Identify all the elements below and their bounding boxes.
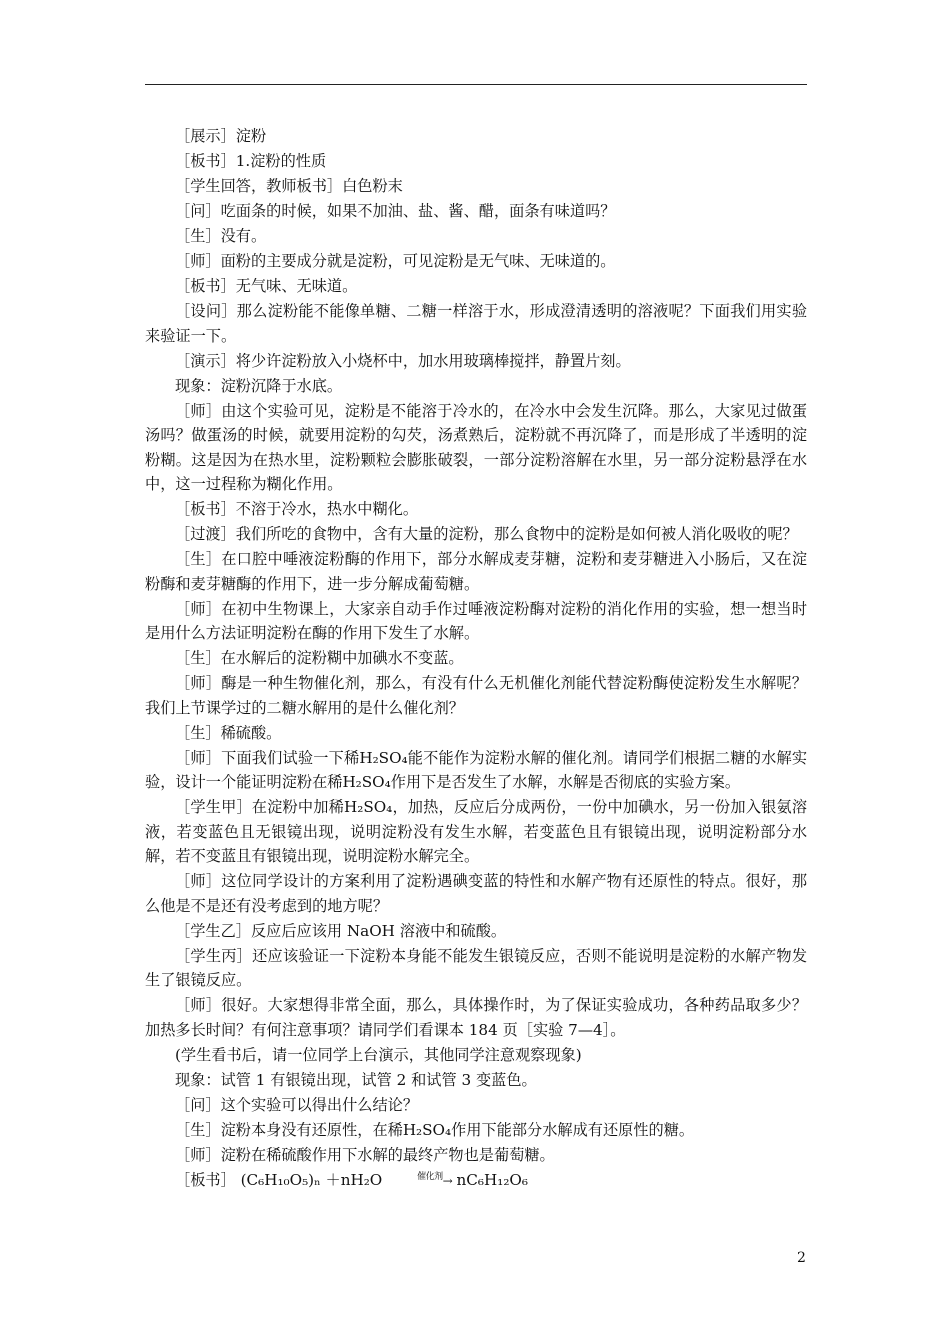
reaction-arrow <box>387 1169 452 1196</box>
paragraph: ［师］在初中生物课上，大家亲自动手作过唾液淀粉酶对淀粉的消化作用的实验，想一想当时是用什么方法证明淀粉在酶的作用下发生了水解。 <box>145 599 807 642</box>
paragraph: ［展示］淀粉 <box>175 127 267 145</box>
paragraph: ［生］在水解后的淀粉糊中加碘水不变蓝。 <box>175 649 464 667</box>
chem-formula: H₂SO₄ <box>342 773 391 791</box>
catalyst-label: 催化剂 <box>417 1171 443 1182</box>
paragraph: ［学生丙］还应该验证一下淀粉本身能不能发生银镜反应，否则不能说明是淀粉的水解产物发生了银镜反应。 <box>145 946 807 989</box>
paragraph: ［师］很好。大家想得非常全面，那么，具体操作时，为了保证实验成功，各种药品取多少？加热多长时间？有何注意事项？请同学们看课本 184 页［实验 7—4］。 <box>145 996 807 1039</box>
equation-rhs: nC₆H₁₂O₆ <box>456 1170 528 1189</box>
paragraph: ［生］没有。 <box>175 227 267 245</box>
paragraph: 现象：淀粉沉降于水底。 <box>175 376 343 395</box>
paragraph: ［学生乙］反应后应该用 NaOH 溶液中和硫酸。 <box>175 921 507 940</box>
paragraph: ［生］在口腔中唾液淀粉酶的作用下，部分水解成麦芽糖，淀粉和麦芽糖进入小肠后，又在淀粉酶和麦芽糖酶的作用下，进一步分解成葡萄糖。 <box>145 550 807 593</box>
paragraph-conclusion: ［生］淀粉本身没有还原性，在稀H₂SO₄作用下能部分水解成有还原性的糖。 <box>175 1120 695 1139</box>
chem-formula: H₂SO₄ <box>402 1120 452 1139</box>
paragraph: ［师］面粉的主要成分就是淀粉，可见淀粉是无气味、无味道的。 <box>175 252 616 270</box>
equation-lhs: (C₆H₁₀O₅)ₙ <box>240 1170 321 1189</box>
paragraph-h2so4-catalyst: ［师］下面我们试验一下稀H₂SO₄能不能作为淀粉水解的催化剂。请同学们根据二糖的水解实验，设计一个能证明淀粉在稀H₂SO₄作用下是否发生了水解，水解是否彻底的实验方案。 <box>145 748 808 791</box>
paragraph: ［板书］不溶于冷水，热水中糊化。 <box>175 500 418 518</box>
paragraph-student-a: ［学生甲］在淀粉中加稀H₂SO₄，加热，反应后分成两份，一份中加碘水，另一份加入银氨溶液，若变蓝色且无银镜出现，说明淀粉没有发生水解，若变蓝色且有银镜出现，说明淀粉部分水解，若不变蓝且有银镜出现，说明淀粉水解完全。 <box>145 798 808 865</box>
paragraph: ［师］淀粉在稀硫酸作用下水解的最终产物也是葡萄糖。 <box>175 1145 555 1164</box>
paragraph: ［学生回答，教师板书］白色粉末 <box>175 177 403 195</box>
document-body <box>145 124 807 1196</box>
equation-water: nH₂O <box>340 1170 383 1189</box>
hydrolysis-equation <box>145 1168 807 1196</box>
arrow-icon: → <box>442 1173 452 1188</box>
paragraph: ［板书］1.淀粉的性质 <box>175 152 327 170</box>
equation-plus: ＋ <box>325 1170 341 1189</box>
paragraph: ［演示］将少许淀粉放入小烧杯中，加水用玻璃棒搅拌，静置片刻。 <box>175 351 631 370</box>
paragraph: ［板书］无气味、无味道。 <box>175 277 358 295</box>
paragraph: ［师］由这个实验可见，淀粉是不能溶于冷水的，在冷水中会发生沉降。那么，大家见过做蛋汤吗？做蛋汤的时候，就要用淀粉的勾芡，汤煮熟后，淀粉就不再沉降了，而是形成了半透明的淀粉糊。这是因为在热水里，淀粉颗粒会膨胀破裂，一部分淀粉溶解在水里，另一部分淀粉悬浮在水中，这一过程称为糊化作用。 <box>145 401 807 493</box>
paragraph: ［生］稀硫酸。 <box>175 723 282 742</box>
chem-formula: H₂SO₄ <box>343 798 393 816</box>
paragraph: ［师］这位同学设计的方案利用了淀粉遇碘变蓝的特性和水解产物有还原性的特点。很好，那么他是不是还有没考虑到的地方呢？ <box>145 872 807 915</box>
header-rule <box>145 84 807 85</box>
equation-label: ［板书］ <box>175 1170 236 1189</box>
paragraph: ［问］吃面条的时候，如果不加油、盐、酱、醋，面条有味道吗？ <box>175 202 616 220</box>
paragraph: ［师］酶是一种生物催化剂，那么，有没有什么无机催化剂能代替淀粉酶使淀粉发生水解呢？我们上节课学过的二糖水解用的是什么催化剂？ <box>145 674 807 717</box>
paragraph: 现象：试管 1 有银镜出现，试管 2 和试管 3 变蓝色。 <box>175 1070 537 1089</box>
paragraph: ［问］这个实验可以得出什么结论？ <box>175 1095 418 1114</box>
paragraph: ［过渡］我们所吃的食物中，含有大量的淀粉，那么食物中的淀粉是如何被人消化吸收的呢？ <box>175 525 798 543</box>
paragraph: (学生看书后，请一位同学上台演示，其他同学注意观察现象) <box>175 1045 582 1064</box>
page-number: 2 <box>797 1250 806 1266</box>
paragraph: ［设问］那么淀粉能不能像单糖、二糖一样溶于水，形成澄清透明的溶液呢？下面我们用实验来验证一下。 <box>145 302 807 345</box>
chem-formula: H₂SO₄ <box>359 748 408 767</box>
